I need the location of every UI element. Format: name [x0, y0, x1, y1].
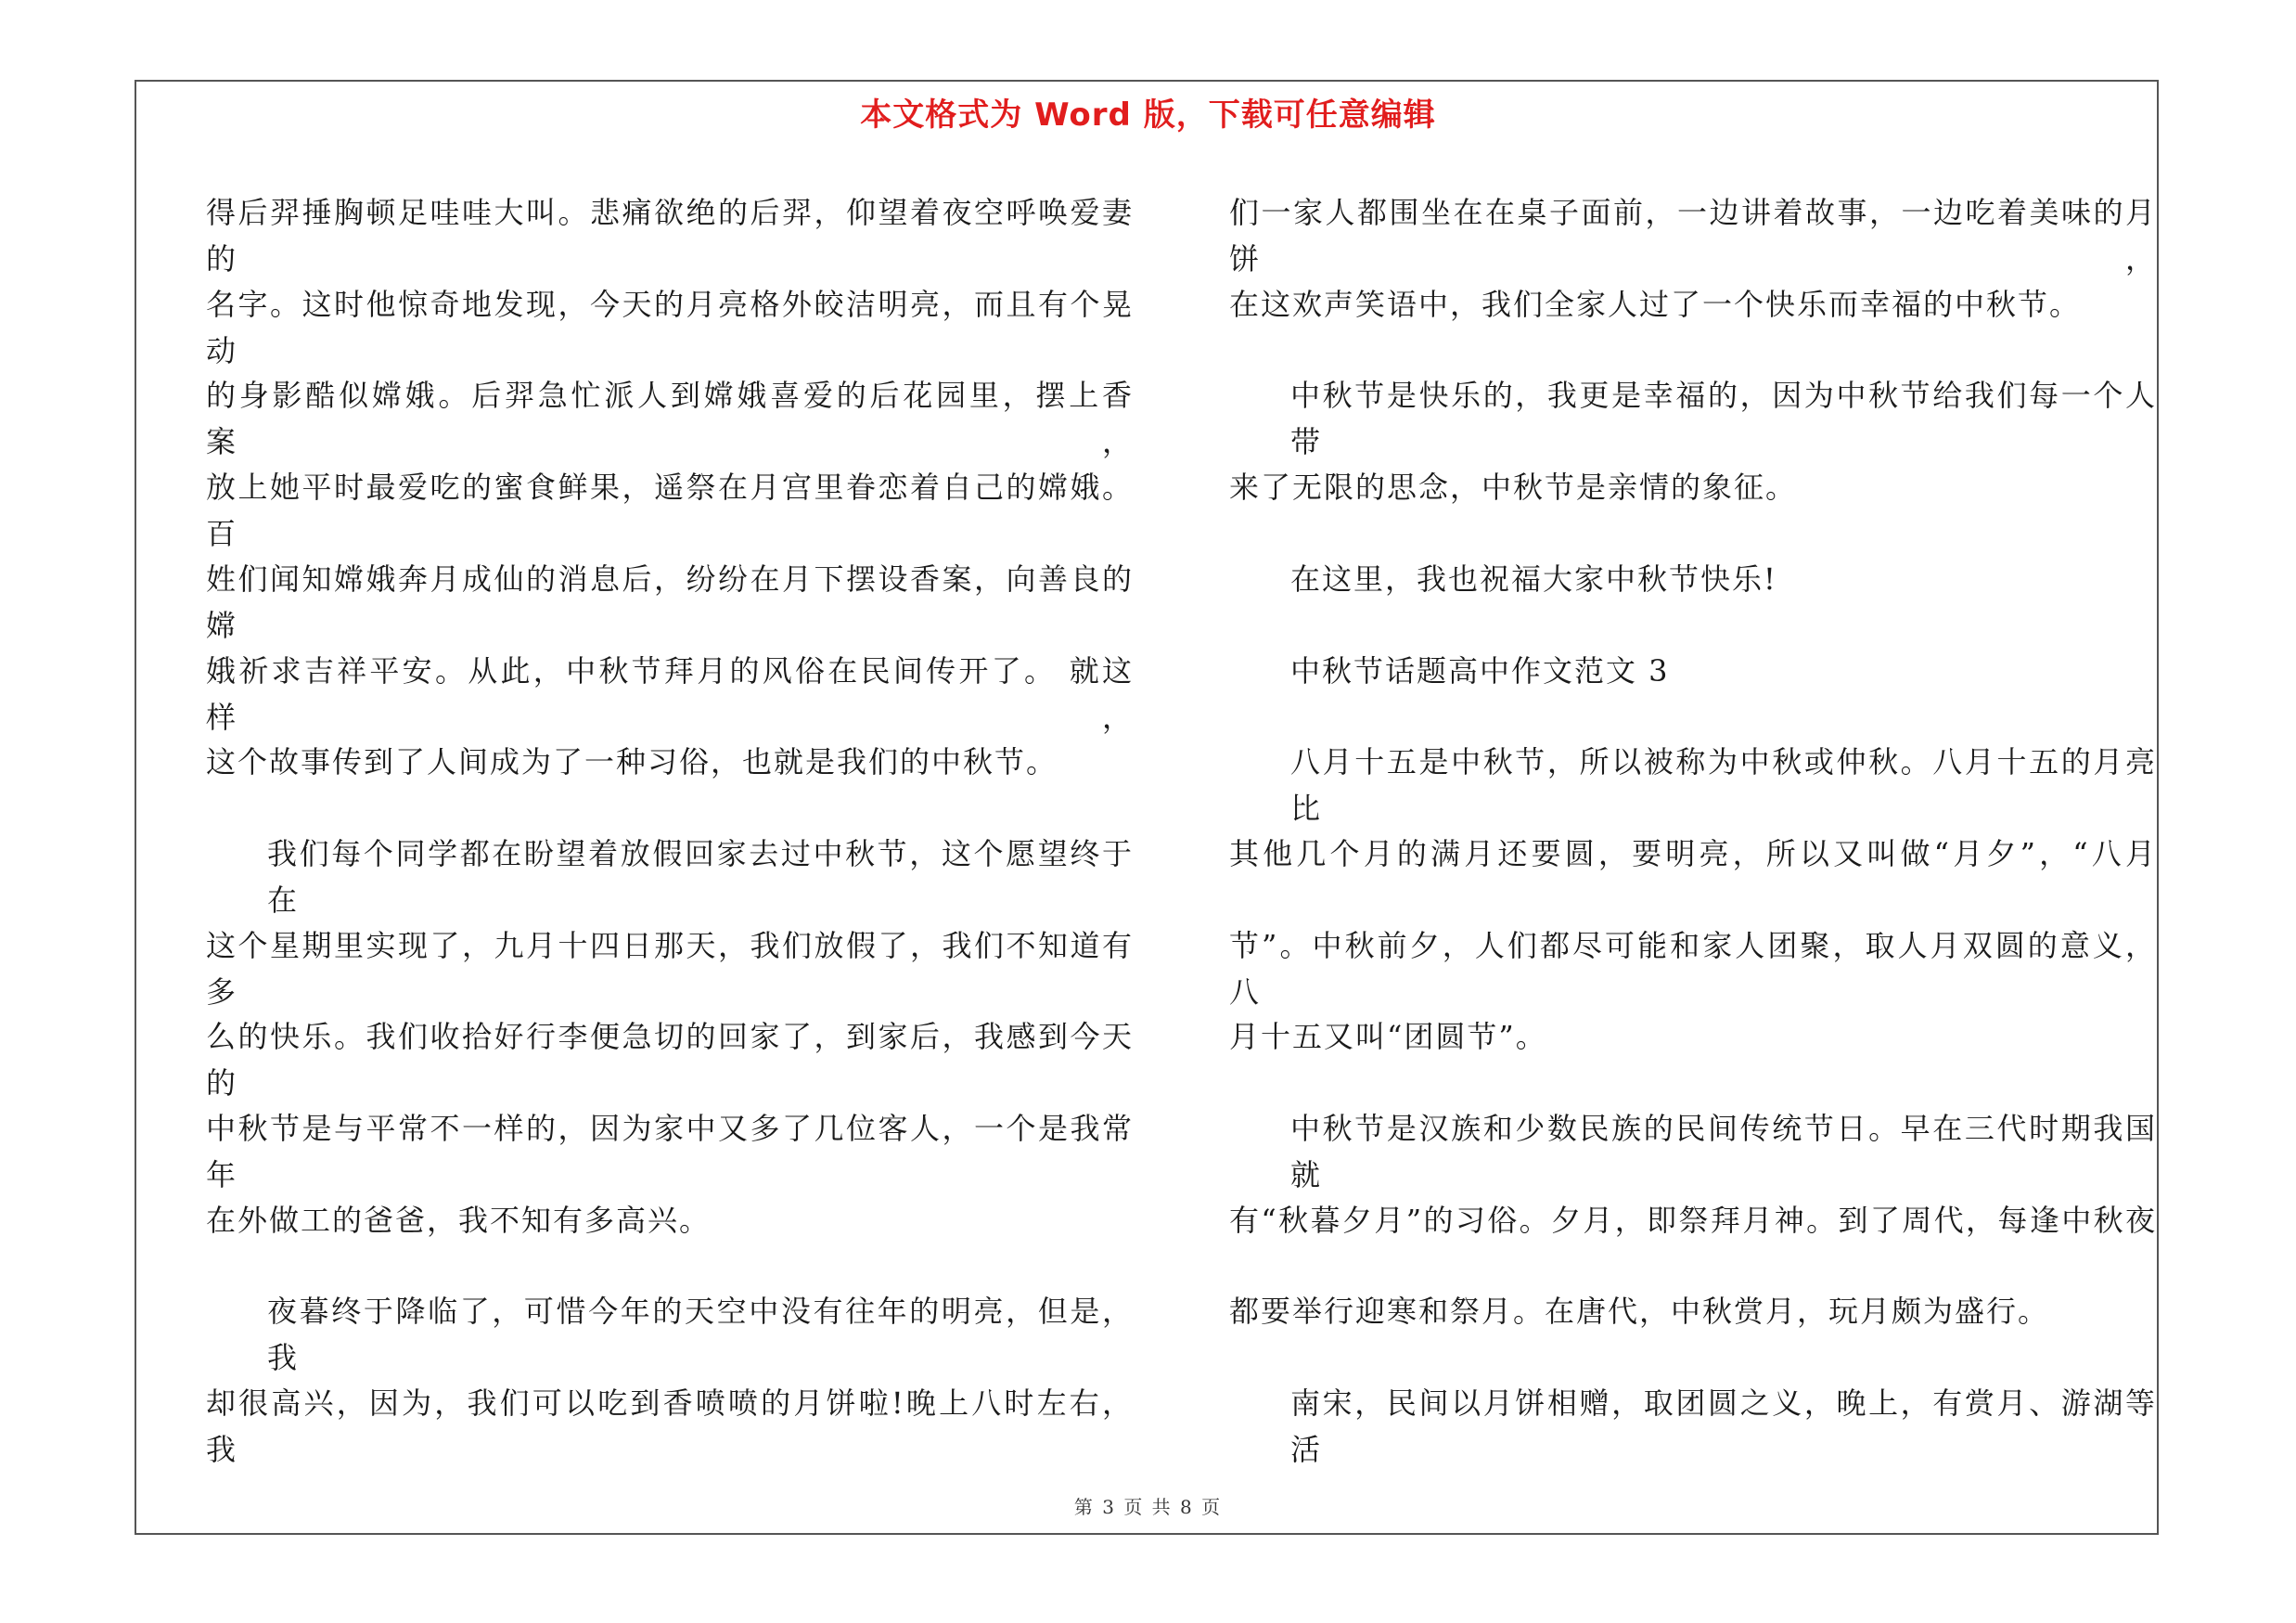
text-line: 的身影酷似嫦娥。后羿急忙派人到嫦娥喜爱的后花园里，摆上香案， — [206, 378, 1134, 460]
text-line: 节”。中秋前夕，人们都尽可能和家人团聚，取人月双圆的意义，八 — [1229, 927, 2157, 1010]
text-line: 么的快乐。我们收拾好行李便急切的回家了，到家后，我感到今天的 — [206, 1019, 1134, 1101]
text-line: 放上她平时最爱吃的蜜食鲜果，遥祭在月宫里眷恋着自己的嫦娥。百 — [206, 470, 1134, 552]
text-line: 夜暮终于降临了，可惜今年的天空中没有往年的明亮，但是，我 — [267, 1294, 1134, 1376]
text-line: 都要举行迎寒和祭月。在唐代，中秋赏月，玩月颇为盛行。 — [1229, 1294, 2050, 1330]
text-line: 南宋，民间以月饼相赠，取团圆之义，晚上，有赏月、游湖等活 — [1290, 1385, 2157, 1468]
text-line: 八月十五是中秋节，所以被称为中秋或仲秋。八月十五的月亮比 — [1290, 744, 2157, 827]
text-line: 我们每个同学都在盼望着放假回家去过中秋节，这个愿望终于在 — [267, 835, 1134, 918]
text-line: 这个故事传到了人间成为了一种习俗，也就是我们的中秋节。 — [206, 744, 1058, 780]
text-line: 在这欢声笑语中，我们全家人过了一个快乐而幸福的中秋节。 — [1229, 286, 2082, 322]
text-line: 娥祈求吉祥平安。从此，中秋节拜月的风俗在民间传开了。 就这样， — [206, 652, 1134, 735]
text-line: 得后羿捶胸顿足哇哇大叫。悲痛欲绝的后羿，仰望着夜空呼唤爱妻的 — [206, 195, 1134, 277]
text-line: 其他几个月的满月还要圆，要明亮，所以又叫做“月夕”，“八月 — [1229, 835, 2157, 871]
text-line: 中秋节是与平常不一样的，因为家中又多了几位客人，一个是我常年 — [206, 1111, 1134, 1192]
text-line: 月十五又叫“团圆节”。 — [1229, 1019, 1547, 1055]
text-line: 却很高兴，因为，我们可以吃到香喷喷的月饼啦!晚上八时左右，我 — [206, 1385, 1134, 1468]
text-line: 中秋节话题高中作文范文 3 — [1290, 652, 1670, 689]
text-line: 们一家人都围坐在在桌子面前，一边讲着故事，一边吃着美味的月饼， — [1229, 195, 2157, 277]
text-line: 在这里，我也祝福大家中秋节快乐! — [1290, 560, 1777, 597]
page-number-footer: 第 3 页 共 8 页 — [1073, 1496, 1223, 1518]
text-line: 来了无限的思念，中秋节是亲情的象征。 — [1229, 470, 1798, 506]
text-line: 姓们闻知嫦娥奔月成仙的消息后，纷纷在月下摆设香案，向善良的嫦 — [206, 560, 1134, 643]
text-line: 有“秋暮夕月”的习俗。夕月，即祭拜月神。到了周代，每逢中秋夜 — [1229, 1202, 2157, 1238]
text-line: 名字。这时他惊奇地发现，今天的月亮格外皎洁明亮，而且有个晃动 — [206, 286, 1134, 368]
text-line: 中秋节是快乐的，我更是幸福的，因为中秋节给我们每一个人带 — [1290, 378, 2157, 460]
text-line: 中秋节是汉族和少数民族的民间传统节日。早在三代时期我国就 — [1290, 1111, 2157, 1192]
format-notice-banner: 本文格式为 Word 版，下载可任意编辑 — [860, 97, 1436, 134]
text-line: 这个星期里实现了，九月十四日那天，我们放假了，我们不知道有多 — [206, 927, 1134, 1010]
text-line: 在外做工的爸爸，我不知有多高兴。 — [206, 1202, 712, 1238]
